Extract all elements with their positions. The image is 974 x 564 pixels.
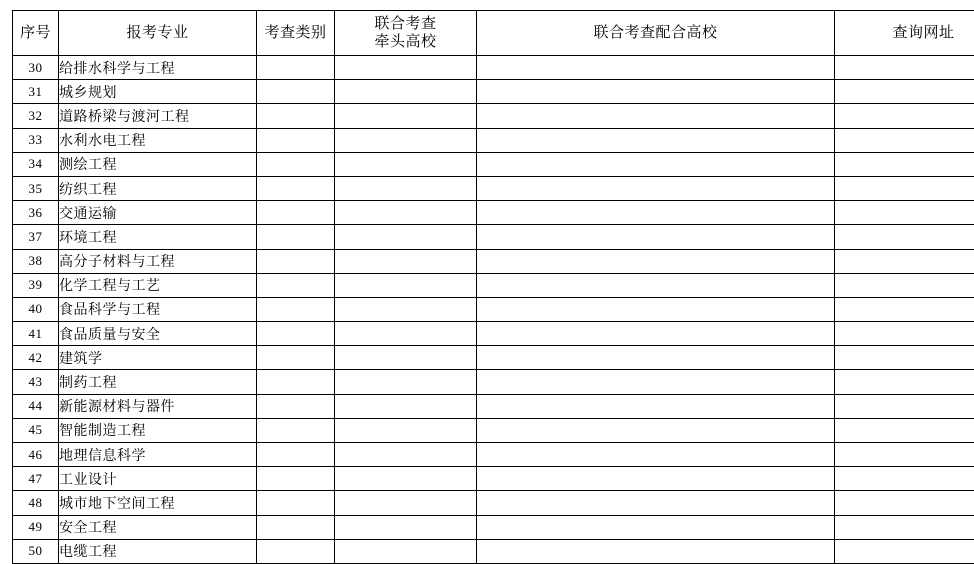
cell-query-website xyxy=(835,346,974,370)
cell-major: 测绘工程 xyxy=(59,152,257,176)
cell-no: 47 xyxy=(13,467,59,491)
exam-majors-table xyxy=(12,10,974,564)
cell-lead-university xyxy=(335,491,477,515)
cell-query-website xyxy=(835,128,974,152)
cell-lead-university xyxy=(335,128,477,152)
cell-no: 48 xyxy=(13,491,59,515)
cell-type xyxy=(257,152,335,176)
cell-type xyxy=(257,104,335,128)
cell-type xyxy=(257,176,335,200)
cell-no: 38 xyxy=(13,249,59,273)
cell-major: 建筑学 xyxy=(59,346,257,370)
column-header-major: 报考专业 xyxy=(59,11,257,56)
cell-major: 制药工程 xyxy=(59,370,257,394)
cell-partner-universities xyxy=(477,443,835,467)
cell-query-website xyxy=(835,418,974,442)
cell-major: 高分子材料与工程 xyxy=(59,249,257,273)
cell-query-website xyxy=(835,273,974,297)
column-header-lead-university xyxy=(335,11,477,56)
cell-no: 41 xyxy=(13,322,59,346)
cell-query-website xyxy=(835,491,974,515)
cell-query-website xyxy=(835,467,974,491)
table-row xyxy=(13,80,974,104)
cell-no: 30 xyxy=(13,56,59,80)
cell-query-website xyxy=(835,515,974,539)
table-row xyxy=(13,225,974,249)
cell-lead-university xyxy=(335,443,477,467)
cell-lead-university xyxy=(335,225,477,249)
cell-no: 35 xyxy=(13,176,59,200)
cell-partner-universities xyxy=(477,418,835,442)
cell-no: 44 xyxy=(13,394,59,418)
column-header-query-website: 查询网址 xyxy=(835,11,974,56)
cell-lead-university xyxy=(335,249,477,273)
cell-major: 电缆工程 xyxy=(59,539,257,563)
cell-partner-universities xyxy=(477,176,835,200)
cell-major: 食品科学与工程 xyxy=(59,297,257,321)
cell-lead-university xyxy=(335,467,477,491)
cell-no: 46 xyxy=(13,443,59,467)
cell-no: 49 xyxy=(13,515,59,539)
cell-partner-universities xyxy=(477,104,835,128)
cell-type xyxy=(257,201,335,225)
cell-type xyxy=(257,394,335,418)
cell-lead-university xyxy=(335,80,477,104)
cell-query-website xyxy=(835,56,974,80)
cell-partner-universities xyxy=(477,515,835,539)
cell-partner-universities xyxy=(477,273,835,297)
cell-partner-universities xyxy=(477,346,835,370)
cell-major: 食品质量与安全 xyxy=(59,322,257,346)
table-row xyxy=(13,249,974,273)
cell-no: 32 xyxy=(13,104,59,128)
cell-lead-university xyxy=(335,152,477,176)
cell-type xyxy=(257,467,335,491)
table-row xyxy=(13,104,974,128)
cell-no: 43 xyxy=(13,370,59,394)
column-header-lead-line1: 联合考查 xyxy=(335,15,476,33)
cell-major: 水利水电工程 xyxy=(59,128,257,152)
cell-no: 34 xyxy=(13,152,59,176)
cell-type xyxy=(257,443,335,467)
cell-query-website xyxy=(835,104,974,128)
cell-query-website xyxy=(835,225,974,249)
cell-partner-universities xyxy=(477,249,835,273)
table-row xyxy=(13,297,974,321)
cell-no: 45 xyxy=(13,418,59,442)
cell-major: 给排水科学与工程 xyxy=(59,56,257,80)
cell-no: 50 xyxy=(13,539,59,563)
cell-partner-universities xyxy=(477,297,835,321)
cell-query-website xyxy=(835,176,974,200)
cell-no: 42 xyxy=(13,346,59,370)
cell-lead-university xyxy=(335,297,477,321)
cell-no: 40 xyxy=(13,297,59,321)
table-row xyxy=(13,467,974,491)
cell-lead-university xyxy=(335,515,477,539)
cell-type xyxy=(257,273,335,297)
table-row xyxy=(13,515,974,539)
cell-major: 城乡规划 xyxy=(59,80,257,104)
cell-major: 智能制造工程 xyxy=(59,418,257,442)
cell-major: 交通运输 xyxy=(59,201,257,225)
cell-major: 化学工程与工艺 xyxy=(59,273,257,297)
cell-major: 工业设计 xyxy=(59,467,257,491)
cell-query-website xyxy=(835,443,974,467)
table-row xyxy=(13,152,974,176)
cell-type xyxy=(257,491,335,515)
cell-type xyxy=(257,346,335,370)
cell-type xyxy=(257,80,335,104)
table-row xyxy=(13,443,974,467)
cell-partner-universities xyxy=(477,201,835,225)
cell-partner-universities xyxy=(477,128,835,152)
cell-type xyxy=(257,297,335,321)
cell-type xyxy=(257,249,335,273)
cell-partner-universities xyxy=(477,491,835,515)
cell-partner-universities xyxy=(477,394,835,418)
cell-type xyxy=(257,322,335,346)
cell-type xyxy=(257,225,335,249)
column-header-type: 考查类别 xyxy=(257,11,335,56)
cell-major: 纺织工程 xyxy=(59,176,257,200)
table-row xyxy=(13,273,974,297)
cell-query-website xyxy=(835,80,974,104)
cell-major: 道路桥梁与渡河工程 xyxy=(59,104,257,128)
cell-type xyxy=(257,515,335,539)
cell-lead-university xyxy=(335,273,477,297)
cell-partner-universities xyxy=(477,56,835,80)
cell-no: 31 xyxy=(13,80,59,104)
cell-lead-university xyxy=(335,201,477,225)
cell-query-website xyxy=(835,394,974,418)
table-row xyxy=(13,176,974,200)
cell-query-website xyxy=(835,249,974,273)
cell-major: 地理信息科学 xyxy=(59,443,257,467)
cell-major: 安全工程 xyxy=(59,515,257,539)
cell-lead-university xyxy=(335,394,477,418)
cell-type xyxy=(257,56,335,80)
column-header-no: 序号 xyxy=(13,11,59,56)
table-row xyxy=(13,394,974,418)
cell-query-website xyxy=(835,152,974,176)
cell-type xyxy=(257,128,335,152)
table-header-row xyxy=(13,11,974,56)
table-row xyxy=(13,201,974,225)
table-body xyxy=(13,56,974,564)
cell-major: 环境工程 xyxy=(59,225,257,249)
table-row xyxy=(13,370,974,394)
table-row xyxy=(13,322,974,346)
cell-no: 36 xyxy=(13,201,59,225)
cell-query-website xyxy=(835,297,974,321)
cell-query-website xyxy=(835,201,974,225)
cell-no: 33 xyxy=(13,128,59,152)
cell-type xyxy=(257,370,335,394)
cell-type xyxy=(257,418,335,442)
cell-major: 新能源材料与器件 xyxy=(59,394,257,418)
cell-partner-universities xyxy=(477,80,835,104)
cell-major: 城市地下空间工程 xyxy=(59,491,257,515)
cell-lead-university xyxy=(335,346,477,370)
cell-partner-universities xyxy=(477,322,835,346)
cell-no: 37 xyxy=(13,225,59,249)
table-row xyxy=(13,418,974,442)
cell-partner-universities xyxy=(477,152,835,176)
cell-query-website xyxy=(835,322,974,346)
table-header xyxy=(13,11,974,56)
table-row xyxy=(13,56,974,80)
cell-lead-university xyxy=(335,322,477,346)
cell-lead-university xyxy=(335,56,477,80)
cell-lead-university xyxy=(335,104,477,128)
column-header-partner-universities: 联合考查配合高校 xyxy=(477,11,835,56)
cell-no: 39 xyxy=(13,273,59,297)
table-row xyxy=(13,128,974,152)
cell-partner-universities xyxy=(477,225,835,249)
cell-lead-university xyxy=(335,418,477,442)
cell-query-website xyxy=(835,370,974,394)
cell-partner-universities xyxy=(477,467,835,491)
cell-partner-universities xyxy=(477,370,835,394)
table-row xyxy=(13,346,974,370)
cell-lead-university xyxy=(335,176,477,200)
table-row xyxy=(13,491,974,515)
column-header-lead-line2: 牵头高校 xyxy=(335,33,476,51)
cell-lead-university xyxy=(335,370,477,394)
